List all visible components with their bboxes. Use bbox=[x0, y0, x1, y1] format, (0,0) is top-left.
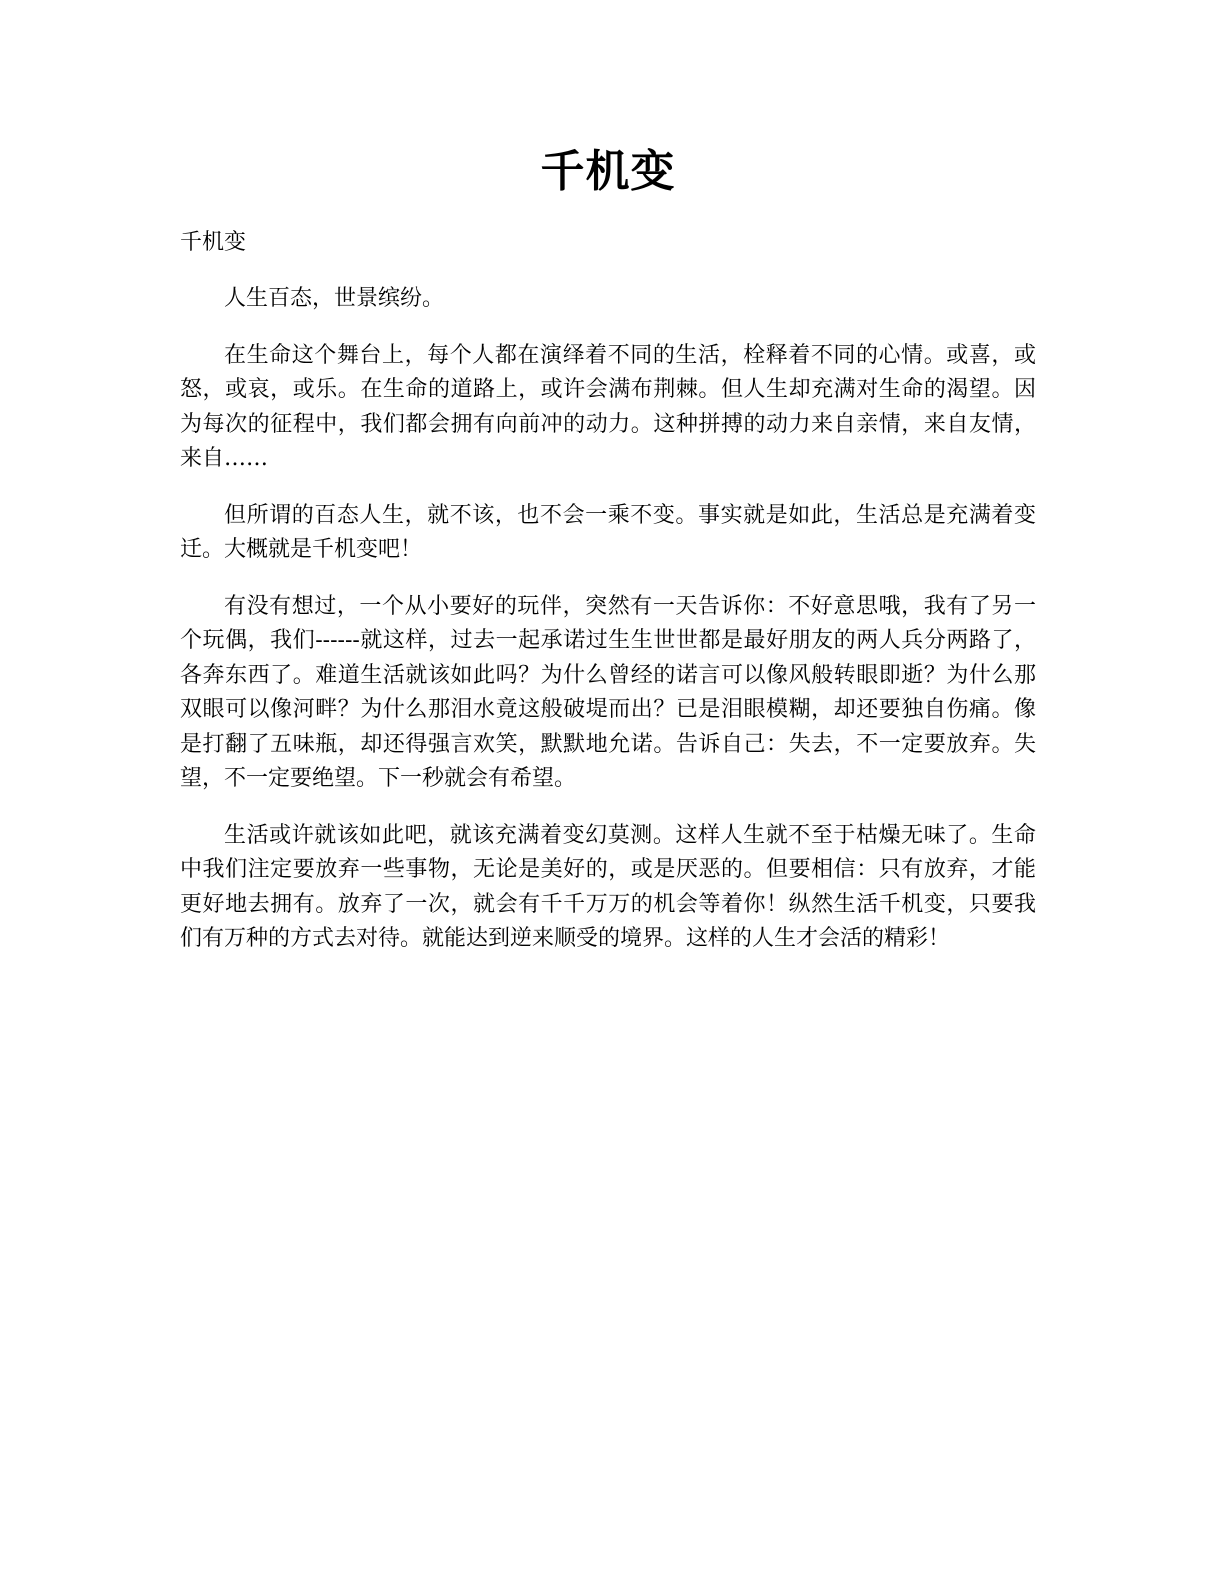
paragraph-3: 但所谓的百态人生，就不该，也不会一乘不变。事实就是如此，生活总是充满着变迁。大概就是千机变吧！ bbox=[180, 502, 1036, 562]
document-subtitle: 千机变 bbox=[180, 230, 247, 255]
document-page bbox=[180, 140, 1036, 957]
paragraph-2: 在生命这个舞台上，每个人都在演绎着不同的生活，栓释着不同的心情。或喜，或怒，或哀，或乐。在生命的道路上，或许会满布荆棘。但人生却充满对生命的渴望。因为每次的征程中，我们都会拥有向前冲的动力。这种拼搏的动力来自亲情，来自友情，来自…… bbox=[180, 342, 1036, 471]
paragraph-5: 生活或许就该如此吧，就该充满着变幻莫测。这样人生就不至于枯燥无味了。生命中我们注定要放弃一些事物，无论是美好的，或是厌恶的。但要相信：只有放弃，才能更好地去拥有。放弃了一次，就会有千千万万的机会等着你！纵然生活千机变，只要我们有万种的方式去对待。就能达到逆来顺受的境界。这样的人生才会活的精彩！ bbox=[180, 822, 1036, 951]
paragraph-1: 人生百态，世景缤纷。 bbox=[224, 286, 445, 311]
paragraph-4: 有没有想过，一个从小要好的玩伴，突然有一天告诉你：不好意思哦，我有了另一个玩偶，我们------就这样，过去一起承诺过生生世世都是最好朋友的两人兵分两路了，各奔东西了。难道生活就该如此吗？为什么曾经的诺言可以像风般转眼即逝？为什么那双眼可以像河畔？为什么那泪水竟这般破堤而出？已是泪眼模糊，却还要独自伤痛。像是打翻了五味瓶，却还得强言欢笑，默默地允诺。告诉自己：失去，不一定要放弃。失望，不一定要绝望。下一秒就会有希望。 bbox=[180, 593, 1036, 791]
document-title: 千机变 bbox=[540, 146, 676, 197]
